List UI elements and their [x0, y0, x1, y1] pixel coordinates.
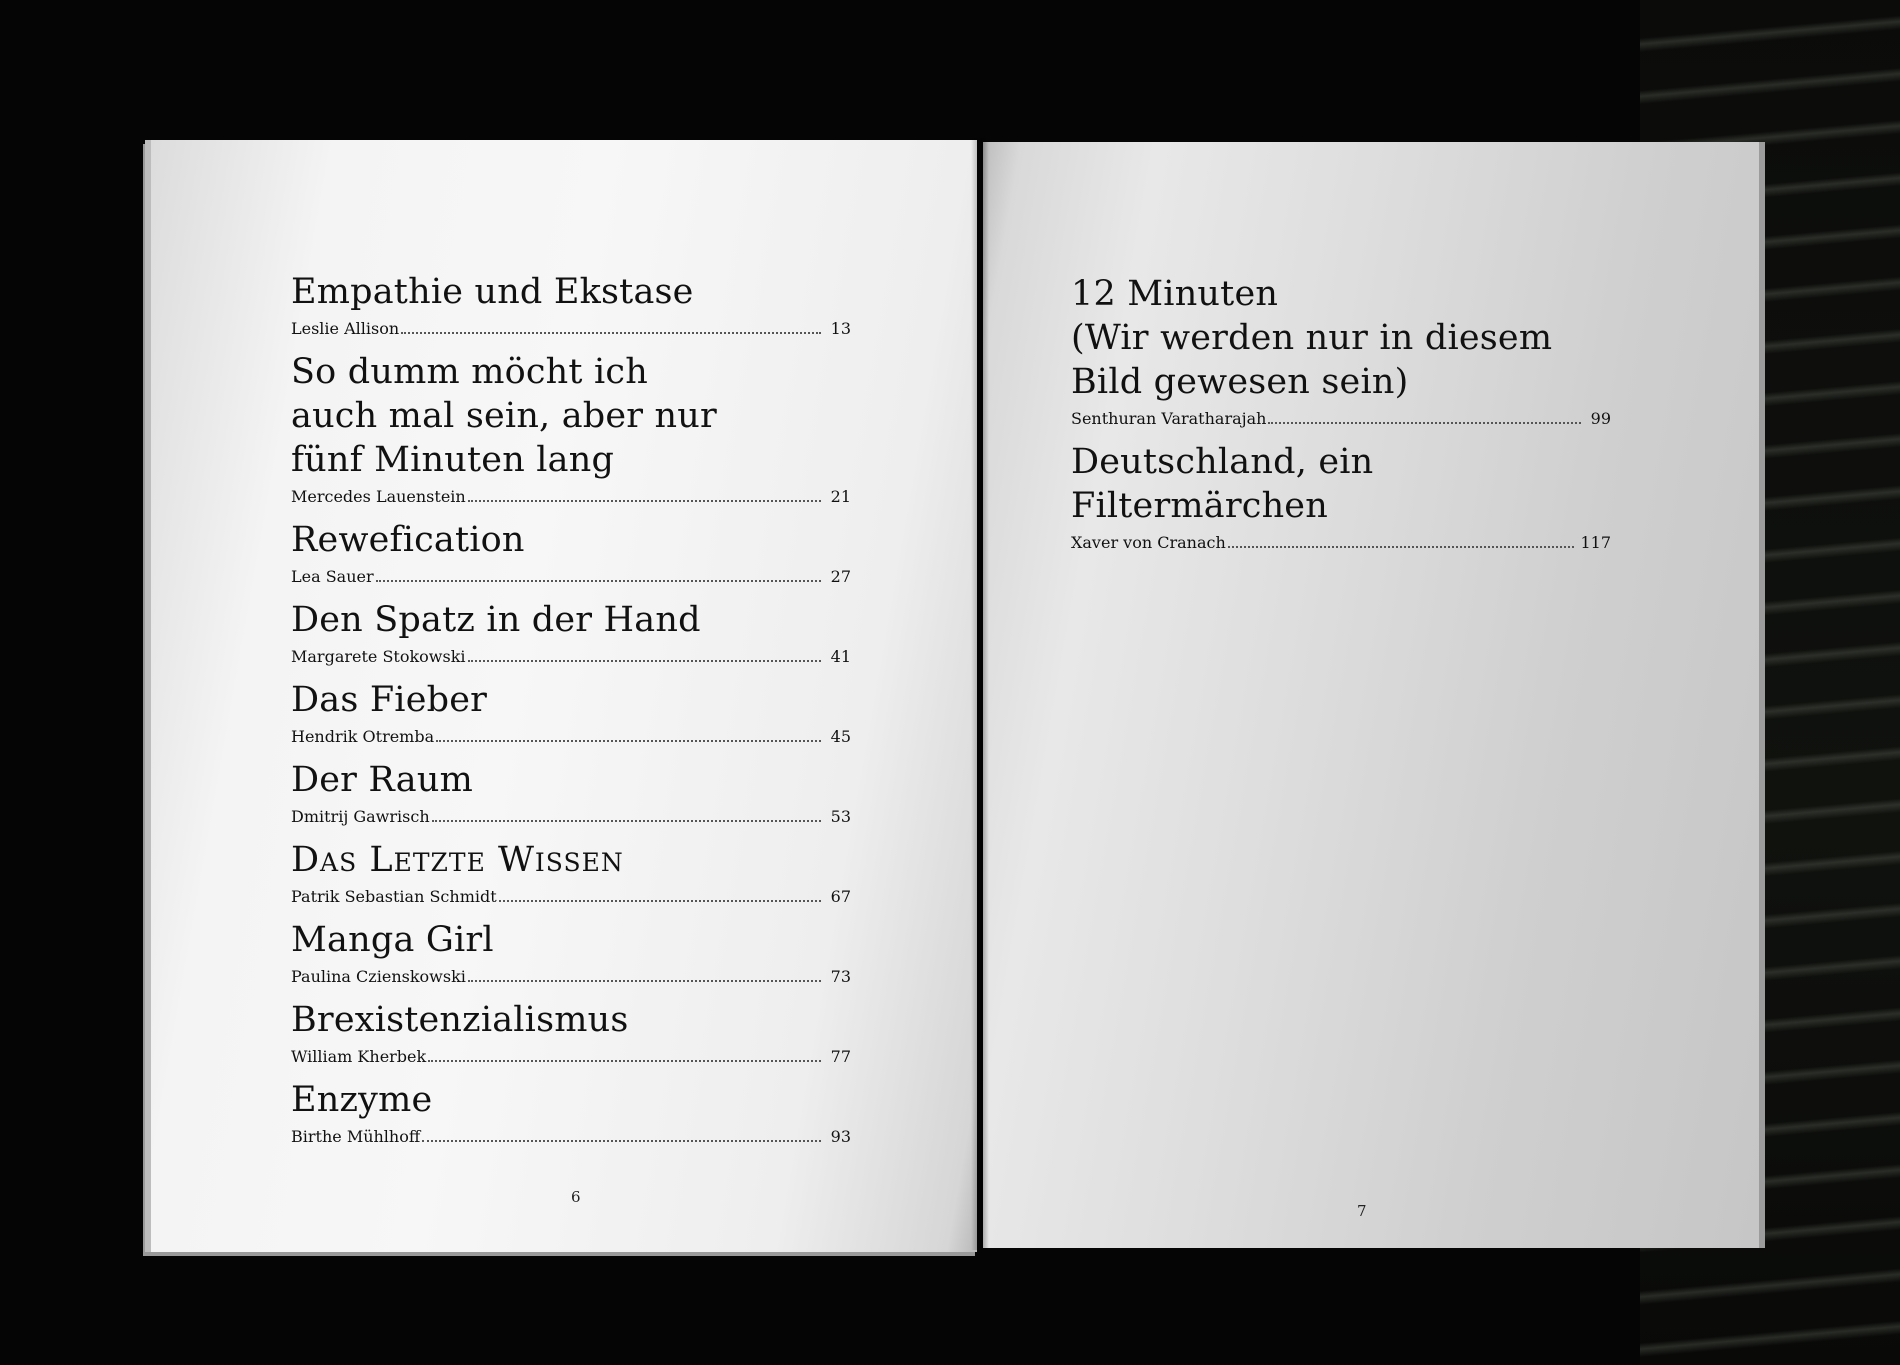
- page-number-right: 7: [1357, 1202, 1367, 1220]
- entry-title: Der Raum: [291, 760, 473, 800]
- open-book: [145, 128, 1765, 1253]
- entry-author-line: [291, 1126, 851, 1148]
- entry-title: 12 Minuten (Wir werden nur in diesem Bild gewesen sein): [1071, 274, 1553, 402]
- entry-author-line: [291, 966, 851, 988]
- entry-author: Lea Sauer: [291, 567, 374, 586]
- toc-entry: [291, 598, 851, 668]
- entry-page-number: 73: [830, 967, 851, 986]
- dot-leader: [428, 1060, 821, 1062]
- entry-author: Xaver von Cranach: [1071, 533, 1226, 552]
- dot-leader: [468, 500, 821, 502]
- entry-author-line: [291, 566, 851, 588]
- entry-page-number: 117: [1580, 533, 1611, 552]
- entry-author: William Kherbek: [291, 1047, 427, 1066]
- book-gutter: [971, 138, 989, 1250]
- entry-title: Enzyme: [291, 1080, 433, 1120]
- dot-leader: [422, 1140, 821, 1142]
- left-page: [145, 140, 977, 1252]
- entry-author: Hendrik Otremba: [291, 727, 435, 746]
- dot-leader: [1228, 546, 1575, 548]
- entry-page-number: 21: [830, 487, 851, 506]
- entry-page-number: 13: [830, 319, 851, 338]
- entry-title: Brexistenzialismus: [291, 1000, 629, 1040]
- dot-leader: [432, 820, 821, 822]
- entry-author-line: [291, 886, 851, 908]
- entry-author-line: [291, 318, 851, 340]
- entry-page-number: 99: [1590, 409, 1611, 428]
- entry-author: Senthuran Varatharajah: [1071, 409, 1267, 428]
- toc-entry: [1071, 272, 1611, 430]
- entry-title: Den Spatz in der Hand: [291, 600, 701, 640]
- entry-title: Deutschland, ein Filtermärchen: [1071, 442, 1374, 526]
- entry-page-number: 93: [830, 1127, 851, 1146]
- toc-entry: [291, 350, 851, 508]
- entry-author-line: [1071, 408, 1611, 430]
- entry-title: So dumm möcht ich auch mal sein, aber nur fünf Minuten lang: [291, 352, 717, 480]
- dot-leader: [468, 980, 821, 982]
- table-of-contents-right: [1071, 272, 1611, 564]
- toc-entry: [291, 678, 851, 748]
- right-page: [983, 142, 1765, 1248]
- entry-author: Paulina Czienskowski: [291, 967, 466, 986]
- dot-leader: [401, 332, 821, 334]
- entry-title: Das Fieber: [291, 680, 488, 720]
- toc-entry: [291, 270, 851, 340]
- table-of-contents-left: [291, 270, 851, 1158]
- dot-leader: [499, 900, 821, 902]
- toc-entry: [291, 1078, 851, 1148]
- entry-author-line: [291, 726, 851, 748]
- entry-page-number: 45: [830, 727, 851, 746]
- entry-title: Manga Girl: [291, 920, 494, 960]
- toc-entry: [291, 758, 851, 828]
- entry-title: Rewefication: [291, 520, 525, 560]
- entry-author: Patrik Sebastian Schmidt: [291, 887, 497, 906]
- dot-leader: [468, 660, 821, 662]
- toc-entry: [291, 998, 851, 1068]
- entry-page-number: 41: [830, 647, 851, 666]
- entry-author: Dmitrij Gawrisch: [291, 807, 430, 826]
- page-number-left: 6: [571, 1188, 581, 1206]
- dot-leader: [1268, 422, 1581, 424]
- entry-author: Leslie Allison: [291, 319, 400, 338]
- entry-author-line: [291, 486, 851, 508]
- dot-leader: [436, 740, 821, 742]
- toc-entry: [1071, 440, 1611, 554]
- entry-author: Birthe Mühlhoff: [291, 1127, 421, 1146]
- entry-author-line: [291, 646, 851, 668]
- entry-author: Mercedes Lauenstein: [291, 487, 466, 506]
- entry-author-line: [291, 1046, 851, 1068]
- toc-entry: [291, 518, 851, 588]
- entry-title: Das Letzte Wissen: [291, 840, 624, 880]
- entry-author: Margarete Stokowski: [291, 647, 466, 666]
- entry-page-number: 27: [830, 567, 851, 586]
- entry-title: Empathie und Ekstase: [291, 272, 694, 312]
- entry-author-line: [1071, 532, 1611, 554]
- entry-page-number: 67: [830, 887, 851, 906]
- entry-author-line: [291, 806, 851, 828]
- entry-page-number: 77: [830, 1047, 851, 1066]
- toc-entry: [291, 838, 851, 908]
- dot-leader: [376, 580, 821, 582]
- toc-entry: [291, 918, 851, 988]
- entry-page-number: 53: [830, 807, 851, 826]
